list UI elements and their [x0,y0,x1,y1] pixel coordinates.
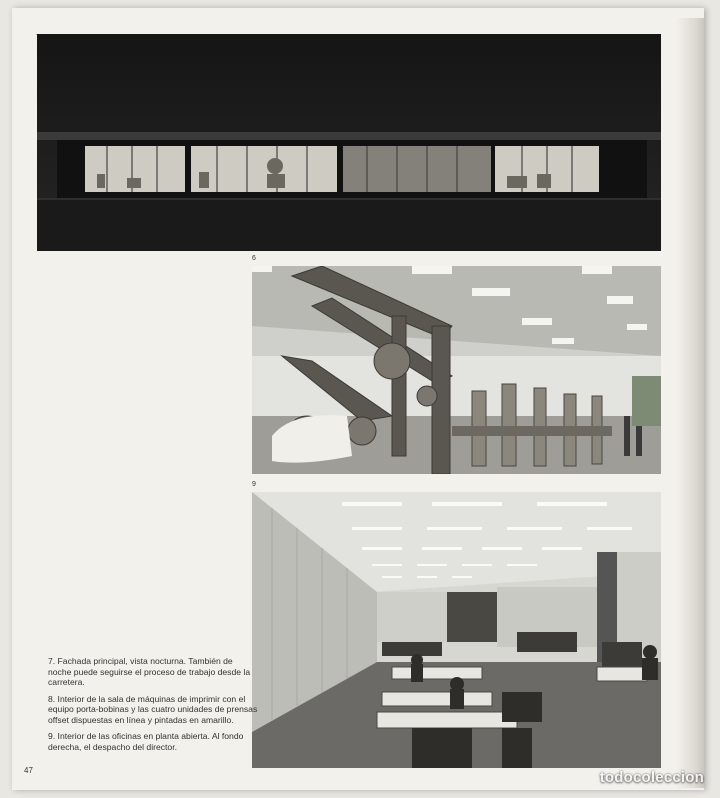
page-number: 47 [24,766,33,775]
caption-8: 8. Interior de la sala de máquinas de imprimir con el equipo porta-bobinas y las cuatro unidades de prensas offset dispuestas en línea y pintadas en amarillo. [48,693,258,725]
caption-7: 7. Fachada principal, vista nocturna. También de noche puede seguirse el proceso de trabajo desde la carretera. [48,656,251,687]
watermark-logo: todocoleccion [599,769,704,786]
caption-9: 9. Interior de las oficinas en planta abierta. Al fondo derecha, el despacho del director. [48,731,244,752]
figure-number-6: 6 [252,255,256,262]
photo-press-room [252,266,661,474]
photo-night-facade [37,34,661,251]
photo-open-offices [252,492,661,768]
caption-list [48,656,258,758]
figure-number-9: 9 [252,481,256,488]
book-page [12,8,704,790]
page-edge [676,18,704,788]
